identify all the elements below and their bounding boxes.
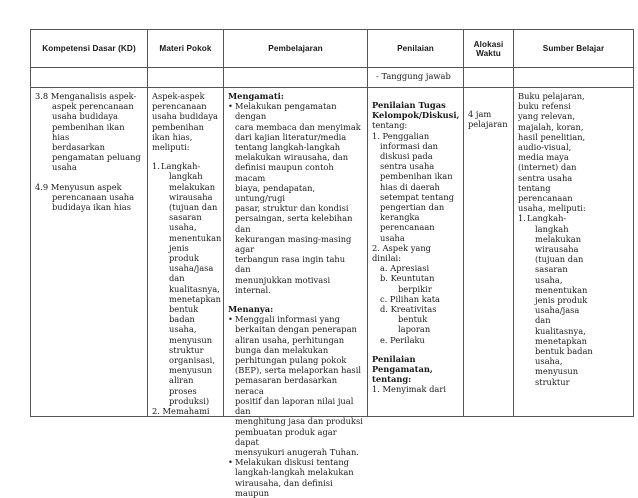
header-alokasi	[464, 30, 514, 68]
header-kd: Kompetensi Dasar (KD)	[31, 30, 148, 68]
pembelajaran-line: menghitung jasa dan produksi	[235, 416, 363, 427]
pembelajaran-line: Melakukan pengamatan dengan	[235, 101, 337, 122]
sumber-line: bentuk badan	[535, 346, 593, 357]
mengamati-bullet	[228, 101, 363, 295]
pembelajaran-line: berkaitan dengan penerapan	[235, 324, 357, 335]
sumber-line: struktur	[535, 376, 570, 387]
sumber-line: usaha,	[535, 274, 563, 285]
bullet-icon: •	[228, 314, 233, 325]
penilaian-line: hias di daerah	[380, 181, 440, 192]
pembelajaran-line: langkah-langkah melakukan	[235, 467, 354, 478]
pembelajaran-line: mensyukuri anugerah Tuhan.	[235, 446, 359, 457]
penilaian-line: 2. Aspek yang dinilai:	[372, 242, 431, 264]
alokasi-line: 4 jam	[468, 109, 492, 119]
aspek-item: e. Perilaku	[380, 334, 425, 345]
sumber-line: menetapkan	[535, 335, 587, 346]
pembelajaran-line: dari kajian literatur/media	[235, 131, 347, 142]
mengamati-title: Mengamati:	[228, 91, 284, 101]
materi-line: melakukan	[169, 181, 216, 192]
materi-line: Langkah-	[161, 161, 201, 172]
pembelajaran-line: persaingan, serta kelebihan dan	[235, 213, 353, 234]
row2-pembelajaran	[224, 68, 368, 88]
kd-line: usaha budidaya	[52, 111, 118, 122]
materi-item-2: 2. Memahami	[152, 406, 210, 417]
penilaian-tentang: tentang:	[372, 120, 408, 131]
materi-line: ikan hias,	[152, 131, 193, 142]
sumber-line: perencanaan	[518, 193, 573, 204]
penilaian-line: informasi dan	[380, 140, 438, 151]
sumber-line: (tujuan dan	[535, 254, 584, 265]
pembelajaran-line: Menggali informasi yang	[235, 314, 340, 325]
penilaian-line: diskusi pada	[380, 151, 433, 162]
sumber-line: kualitasnya,	[535, 325, 586, 336]
alokasi-cell	[464, 88, 514, 417]
sumber-line: yang relevan,	[518, 111, 575, 122]
kd-line: 3.8 Menganalisis aspek-	[35, 91, 137, 101]
kd-line: perencanaan usaha	[52, 191, 135, 202]
header-alokasi-line2: Waktu	[476, 48, 501, 58]
sumber-line: wirausaha	[535, 244, 579, 255]
materi-item-1-number: 1.	[152, 161, 160, 172]
penilaian-line: perencanaan	[380, 222, 435, 233]
sumber-line: (internet) dan	[518, 162, 577, 173]
kd-line: 4.9 Menyusun aspek	[35, 181, 122, 192]
header-alokasi-line1: Alokasi	[473, 39, 504, 49]
penilaian-line: 1. Menyimak dari	[372, 384, 446, 395]
pembelajaran-line: bunga dan melakukan	[235, 344, 329, 355]
sumber-item-1	[518, 213, 629, 386]
sumber-line: majalah, koran,	[518, 121, 584, 132]
penilaian-tugas-title: Penilaian Tugas	[372, 100, 446, 110]
sumber-line: melakukan	[535, 233, 582, 244]
header-materi: Materi Pokok	[148, 30, 224, 68]
materi-line: langkah	[169, 171, 203, 182]
kd-cell	[31, 88, 148, 417]
materi-line: produksi)	[169, 395, 210, 406]
materi-line: meliputi:	[152, 142, 190, 153]
row2-penilaian-text: - Tanggung jawab	[376, 71, 451, 81]
kd-line: aspek perencanaan	[52, 101, 134, 112]
pembelajaran-line: (BEP), serta melaporkan hasil	[235, 365, 361, 376]
header-row	[31, 30, 634, 68]
aspek-item: b. Keuntutan	[380, 273, 435, 284]
kd-line: berdasarkan	[52, 142, 105, 153]
materi-line: aliran proses	[169, 375, 197, 396]
alokasi-line: pelajaran	[468, 119, 508, 130]
materi-line: perencanaan	[152, 101, 207, 112]
sumber-line: sasaran	[535, 264, 568, 275]
penilaian-line: kerangka	[380, 212, 420, 223]
sumber-line: menyusun	[535, 366, 579, 377]
sumber-line: jenis produk	[535, 295, 588, 306]
pembelajaran-line: pemasaran berdasarkan neraca	[235, 375, 338, 396]
penilaian-tugas-title: Kelompok/Diskusi,	[372, 110, 460, 121]
materi-line: usaha,	[169, 324, 197, 335]
sumber-line: media maya	[518, 152, 569, 163]
penilaian-pengamatan-title: Pengamatan,	[372, 364, 433, 375]
menanya-bullet-a	[228, 314, 363, 457]
header-penilaian: Penilaian	[368, 30, 464, 68]
sumber-line: buku refensi	[518, 101, 571, 112]
pembelajaran-line: kekurangan masing-masing agar	[235, 233, 352, 255]
header-sumber: Sumber Belajar	[514, 30, 634, 68]
penilaian-line: pembenihan ikan	[380, 171, 453, 182]
sumber-line: menentukan	[535, 284, 588, 295]
penilaian-line: pengertian dan	[380, 202, 445, 213]
pembelajaran-line: perhitungan pulang pokok	[235, 355, 347, 366]
materi-line: wirausaha	[169, 191, 213, 202]
materi-line: sasaran	[169, 212, 202, 223]
materi-line: menetapkan	[169, 293, 221, 304]
row2-alokasi	[464, 68, 514, 88]
aspek-item: berpikir	[398, 283, 432, 294]
row2-kd	[31, 68, 148, 88]
materi-line: kualitasnya,	[169, 283, 220, 294]
materi-line: usaha,	[169, 222, 197, 233]
pembelajaran-line: Melakukan diskusi tentang	[235, 457, 349, 468]
aspek-item: c. Pilihan kata	[380, 293, 440, 304]
materi-cell	[148, 88, 224, 417]
kd-line: pengamatan peluang	[52, 152, 141, 163]
pembelajaran-line: biaya, pendapatan, untung/rugi	[235, 182, 316, 204]
materi-line: menentukan	[169, 232, 222, 243]
sumber-item-1-number: 1.	[518, 213, 526, 224]
continuation-row	[31, 68, 634, 88]
menanya-bullet-b	[228, 457, 363, 498]
pembelajaran-line: melakukan wirausaha, dan	[235, 152, 349, 163]
row2-sumber	[514, 68, 634, 88]
pembelajaran-line: definisi maupun contoh macam	[235, 162, 334, 183]
sumber-line: dan	[535, 315, 551, 326]
kd-line: pembenihan ikan hias	[52, 121, 125, 142]
kd-line: budidaya ikan hias	[52, 202, 131, 213]
sumber-line: audio-visual,	[518, 142, 572, 153]
pembelajaran-line: tentang langkah-langkah	[235, 142, 341, 153]
menanya-title: Menanya:	[228, 304, 274, 315]
sumber-line: usaha,	[535, 356, 563, 367]
penilaian-cell	[368, 88, 464, 417]
pembelajaran-cell	[224, 88, 368, 498]
penilaian-line: 1. Penggalian	[372, 130, 430, 141]
row2-materi	[148, 68, 224, 88]
sumber-line: sentra usaha	[518, 172, 573, 183]
pembelajaran-line: pembuatan produk agar dapat	[235, 426, 337, 447]
penilaian-line: sentra usaha	[380, 161, 435, 172]
materi-line: menyusun	[169, 334, 213, 345]
materi-line: Aspek-aspek	[152, 91, 205, 101]
pembelajaran-line: menunjukkan motivasi internal.	[235, 274, 331, 295]
aspek-item: d. Kreativitas	[380, 304, 437, 315]
sumber-line: langkah	[535, 223, 569, 234]
sumber-line: usaha/jasa	[535, 305, 580, 316]
sumber-line: tentang	[518, 182, 551, 193]
kd-3-8	[35, 91, 143, 173]
penilaian-pengamatan-title: Penilaian	[372, 353, 416, 364]
penilaian-line: usaha	[380, 232, 405, 243]
materi-item-1	[152, 161, 222, 406]
materi-line: struktur	[169, 344, 204, 355]
materi-line: menyusun	[169, 365, 213, 376]
materi-line: dan	[169, 273, 185, 284]
sumber-line: usaha, meliputi:	[518, 203, 586, 214]
penilaian-line: setempat tentang	[380, 191, 455, 202]
materi-line: bentuk badan	[169, 304, 199, 325]
sumber-cell	[514, 88, 634, 417]
bullet-icon: •	[228, 101, 233, 112]
pembelajaran-line: wirausaha, dan definisi maupun	[235, 477, 333, 498]
header-pembelajaran: Pembelajaran	[224, 30, 368, 68]
materi-line: usaha/jasa	[169, 263, 214, 274]
sumber-line: Langkah-	[527, 213, 567, 224]
materi-line: organisasi,	[169, 355, 215, 366]
aspek-item: bentuk laporan	[398, 314, 431, 335]
syllabus-table	[30, 29, 634, 498]
kd-4-9	[35, 182, 143, 213]
materi-line: usaha budidaya	[152, 111, 218, 122]
pembelajaran-line: pasar, struktur dan kondisi	[235, 203, 349, 214]
sumber-line: Buku pelajaran,	[518, 91, 585, 101]
penilaian-pengamatan-title: tentang:	[372, 374, 412, 385]
bullet-icon: •	[228, 457, 233, 468]
materi-line: (tujuan dan	[169, 202, 218, 213]
sumber-line: hasil penelitian,	[518, 131, 586, 142]
row2-penilaian	[368, 68, 464, 88]
content-row	[31, 88, 634, 417]
pembelajaran-line: positif dan laporan nilai jual dan	[235, 395, 354, 417]
kd-line: usaha	[52, 162, 77, 173]
pembelajaran-line: aliran usaha, perhitungan	[235, 334, 345, 345]
materi-line: jenis produk	[169, 242, 199, 264]
aspek-item: a. Apresiasi	[380, 263, 430, 274]
materi-line: pembenihan	[152, 121, 204, 132]
pembelajaran-line: terbangun rasa ingin tahu dan	[235, 254, 346, 275]
pembelajaran-line: cara membaca dan menyimak	[235, 121, 361, 132]
